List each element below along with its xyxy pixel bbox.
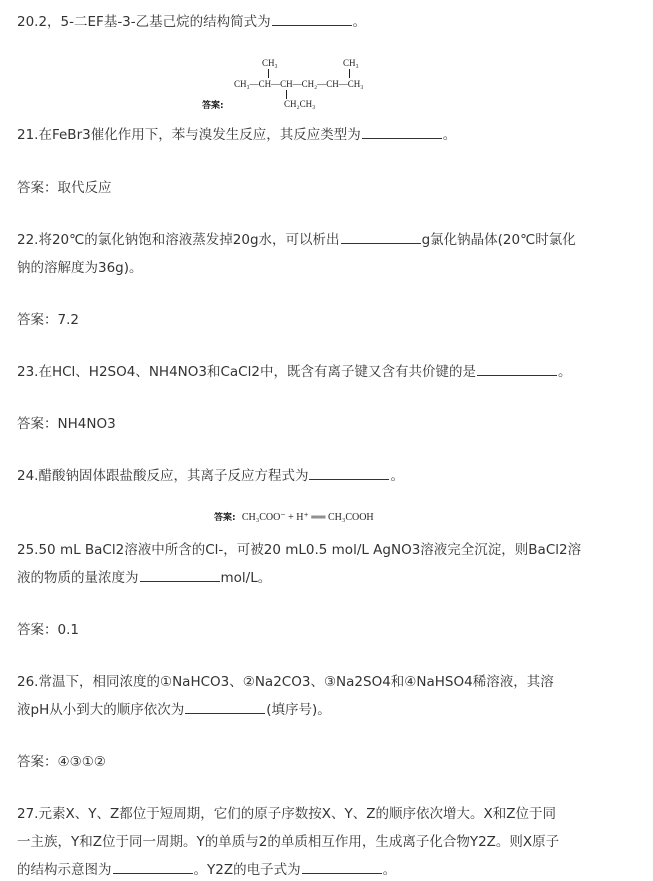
answer-21: 答案：取代反应 [17,180,112,196]
question-22: 22.将20℃的氯化钠饱和溶液蒸发掉20g水，可以析出 g氯化钠晶体(20℃时氯化 [17,232,576,248]
answer-blank [302,861,382,874]
answer-blank [309,467,389,480]
answer-blank [272,13,352,26]
bond-line [268,69,269,78]
bond-line [349,69,350,78]
ethyl-branch: CH₂CH₃ [284,99,316,109]
answer-blank [113,861,193,874]
q24-ion-equation [214,510,414,526]
answer-blank [140,569,220,582]
answer-26: 答案：④③①② [17,754,106,770]
question-26-line2: 液pH从小到大的顺序依次为 (填序号)。 [17,702,331,718]
q20-structural-formula [200,58,400,113]
question-25: 25.50 mL BaCl2溶液中所含的Cl-，可被20 mL0.5 mol/L AgNO3溶液完全沉淀，则BaCl2溶 [17,542,582,558]
main-chain: CH₃—CH—CH—CH₂—CH—CH₃ [234,79,364,89]
methyl-group-1: CH₃ [262,58,278,68]
question-22-line2: 钠的溶解度为36g)。 [17,260,143,276]
ion-equation: CH₃COO⁻ + H⁺ ══ CH₃COOH [241,512,374,523]
question-27-line2: 一主族，Y和Z位于同一周期。Y的单质与2的单质相互作用，生成离子化合物Y2Z。则X原子 [17,834,560,850]
question-26: 26.常温下，相同浓度的①NaHCO3、②Na2CO3、③Na2SO4和④NaHSO4稀溶液，其溶 [17,674,554,690]
question-24: 24.醋酸钠固体跟盐酸反应，其离子反应方程式为 。 [17,468,404,484]
question-23: 23.在HCl、H2SO4、NH4NO3和CaCl2中，既含有离子键又含有共价键的是 。 [17,364,572,380]
answer-label: 答案: [214,513,236,523]
answer-blank [477,363,557,376]
answer-23: 答案：NH4NO3 [17,416,116,432]
question-27: 27.元素X、Y、Z都位于短周期，它们的原子序数按X、Y、Z的顺序依次增大。X和Z位于同 [17,806,556,822]
question-20-text: 20.2，5-二EF基-3-乙基己烷的结构简式为 [17,14,271,30]
answer-blank [185,701,265,714]
question-27-line3: 的结构示意图为 。Y2Z的电子式为 。 [17,862,397,878]
question-20: 20.2，5-二EF基-3-乙基己烷的结构简式为 。 [17,14,367,30]
answer-label: 答案: [202,101,224,111]
question-21: 21.在FeBr3催化作用下，苯与溴发生反应，其反应类型为 。 [17,127,457,143]
bond-line [286,90,287,99]
methyl-group-2: CH₃ [343,58,359,68]
answer-22: 答案：7.2 [17,312,79,328]
question-25-line2: 液的物质的量浓度为 mol/L。 [17,570,272,586]
answer-25: 答案：0.1 [17,622,79,638]
answer-blank [341,231,421,244]
answer-blank [362,126,442,139]
